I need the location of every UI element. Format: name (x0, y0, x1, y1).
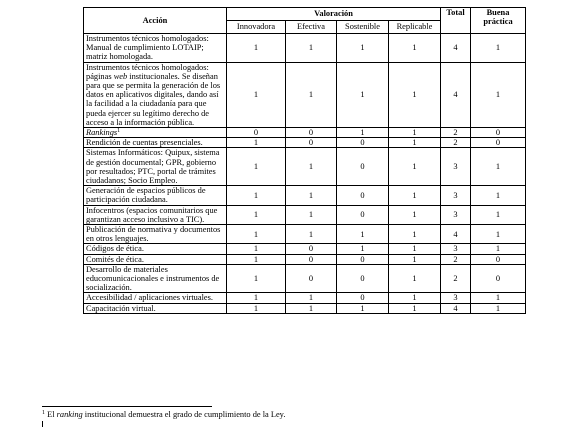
header-buena-practica: Buena práctica (471, 8, 526, 34)
innovadora-cell: 1 (227, 186, 286, 205)
efectiva-cell: 1 (286, 225, 337, 244)
footnote (42, 410, 285, 420)
footnote-marker: 1 (42, 410, 45, 416)
total-cell: 4 (441, 62, 471, 127)
accion-cell: Comités de ética. (84, 254, 227, 264)
header-total: Total (441, 8, 471, 34)
table-row (84, 303, 526, 313)
table-row (84, 186, 526, 205)
header-efectiva: Efectiva (286, 21, 337, 34)
accion-cell: Accesibilidad / aplicaciones virtuales. (84, 293, 227, 303)
buena-practica-cell: 1 (471, 293, 526, 303)
innovadora-cell: 1 (227, 34, 286, 63)
efectiva-cell: 1 (286, 186, 337, 205)
sostenible-cell: 1 (337, 34, 389, 63)
accion-cell: Infocentros (espacios comunitarios que garantizan acceso inclusivo a TIC). (84, 205, 227, 224)
sostenible-cell: 0 (337, 293, 389, 303)
innovadora-cell: 1 (227, 148, 286, 186)
efectiva-cell: 1 (286, 148, 337, 186)
header-accion: Acción (84, 8, 227, 34)
buena-practica-cell: 0 (471, 254, 526, 264)
table-row (84, 264, 526, 293)
sostenible-cell: 0 (337, 205, 389, 224)
buena-practica-cell: 1 (471, 205, 526, 224)
accion-cell: Capacitación virtual. (84, 303, 227, 313)
buena-practica-cell: 0 (471, 128, 526, 138)
total-cell: 4 (441, 34, 471, 63)
sostenible-cell: 1 (337, 244, 389, 254)
replicable-cell: 1 (389, 205, 441, 224)
accion-text-part: institucionales. Se diseñan para que se permita la generación de los datos en aplicativos digitales, dando así la facilidad a la ciudadanía para que pueda ejercer su legítimo derecho de acceso a la información pública. (86, 71, 221, 127)
replicable-cell: 1 (389, 264, 441, 293)
accion-cell: Códigos de ética. (84, 244, 227, 254)
accion-cell (84, 62, 227, 127)
efectiva-cell: 0 (286, 138, 337, 148)
footnote-text-before: El (45, 410, 57, 419)
innovadora-cell: 1 (227, 225, 286, 244)
total-cell: 3 (441, 244, 471, 254)
footnote-text-after: institucional demuestra el grado de cumplimiento de la Ley. (82, 410, 286, 419)
replicable-cell: 1 (389, 303, 441, 313)
sostenible-cell: 0 (337, 254, 389, 264)
sostenible-cell: 1 (337, 128, 389, 138)
replicable-cell: 1 (389, 138, 441, 148)
replicable-cell: 1 (389, 225, 441, 244)
replicable-cell: 1 (389, 148, 441, 186)
table-row (84, 293, 526, 303)
sostenible-cell: 0 (337, 148, 389, 186)
replicable-cell: 1 (389, 186, 441, 205)
efectiva-cell: 0 (286, 128, 337, 138)
innovadora-cell: 1 (227, 62, 286, 127)
valuation-table (83, 7, 526, 314)
table-row (84, 138, 526, 148)
accion-text-part: Instrumentos técnicos homologados: páginas (86, 62, 209, 81)
footnote-text-italic: ranking (56, 410, 83, 419)
accion-cell: Sistemas Informáticos: Quipux, sistema de gestión documental; GPR, gobierno por resultados; PTC, portal de trámites ciudadanos; Socio Empleo. (84, 148, 227, 186)
innovadora-cell: 1 (227, 138, 286, 148)
buena-practica-cell: 1 (471, 62, 526, 127)
footnote-ref: 1 (117, 128, 121, 135)
footnote-separator (42, 406, 212, 407)
sostenible-cell: 0 (337, 264, 389, 293)
replicable-cell: 1 (389, 34, 441, 63)
accion-cell (84, 128, 227, 138)
header-innovadora: Innovadora (227, 21, 286, 34)
text-cursor (42, 421, 43, 427)
total-cell: 3 (441, 148, 471, 186)
table-row (84, 205, 526, 224)
accion-cell: Desarrollo de materiales educomunicacionales e instrumentos de socialización. (84, 264, 227, 293)
total-cell: 3 (441, 293, 471, 303)
total-cell: 4 (441, 225, 471, 244)
innovadora-cell: 1 (227, 254, 286, 264)
table-row (84, 128, 526, 138)
efectiva-cell: 0 (286, 254, 337, 264)
efectiva-cell: 0 (286, 244, 337, 254)
efectiva-cell: 1 (286, 303, 337, 313)
buena-practica-cell: 1 (471, 148, 526, 186)
innovadora-cell: 1 (227, 264, 286, 293)
innovadora-cell: 1 (227, 293, 286, 303)
header-replicable: Replicable (389, 21, 441, 34)
table-row (84, 148, 526, 186)
replicable-cell: 1 (389, 62, 441, 127)
innovadora-cell: 0 (227, 128, 286, 138)
buena-practica-cell: 0 (471, 138, 526, 148)
buena-practica-cell: 1 (471, 186, 526, 205)
accion-text-part: web (113, 71, 128, 81)
innovadora-cell: 1 (227, 244, 286, 254)
replicable-cell: 1 (389, 254, 441, 264)
header-valoracion: Valoración (227, 8, 441, 21)
sostenible-cell: 1 (337, 303, 389, 313)
efectiva-cell: 1 (286, 205, 337, 224)
total-cell: 3 (441, 186, 471, 205)
buena-practica-cell: 1 (471, 244, 526, 254)
buena-practica-cell: 1 (471, 303, 526, 313)
sostenible-cell: 1 (337, 225, 389, 244)
total-cell: 3 (441, 205, 471, 224)
efectiva-cell: 1 (286, 293, 337, 303)
table-row (84, 244, 526, 254)
accion-cell: Instrumentos técnicos homologados: Manual de cumplimiento LOTAIP; matriz homologada. (84, 34, 227, 63)
buena-practica-cell: 0 (471, 264, 526, 293)
total-cell: 2 (441, 128, 471, 138)
accion-cell: Rendición de cuentas presenciales. (84, 138, 227, 148)
table-row (84, 254, 526, 264)
buena-practica-cell: 1 (471, 225, 526, 244)
total-cell: 2 (441, 138, 471, 148)
accion-cell: Publicación de normativa y documentos en otros lenguajes. (84, 225, 227, 244)
table-row (84, 34, 526, 63)
table-row (84, 225, 526, 244)
accion-text-part: Rankings (86, 128, 118, 138)
replicable-cell: 1 (389, 244, 441, 254)
replicable-cell: 1 (389, 128, 441, 138)
innovadora-cell: 1 (227, 303, 286, 313)
total-cell: 4 (441, 303, 471, 313)
accion-cell: Generación de espacios públicos de participación ciudadana. (84, 186, 227, 205)
table-row (84, 62, 526, 127)
efectiva-cell: 0 (286, 264, 337, 293)
efectiva-cell: 1 (286, 34, 337, 63)
buena-practica-cell: 1 (471, 34, 526, 63)
sostenible-cell: 0 (337, 138, 389, 148)
sostenible-cell: 1 (337, 62, 389, 127)
total-cell: 2 (441, 254, 471, 264)
innovadora-cell: 1 (227, 205, 286, 224)
efectiva-cell: 1 (286, 62, 337, 127)
replicable-cell: 1 (389, 293, 441, 303)
header-sostenible: Sostenible (337, 21, 389, 34)
total-cell: 2 (441, 264, 471, 293)
sostenible-cell: 0 (337, 186, 389, 205)
